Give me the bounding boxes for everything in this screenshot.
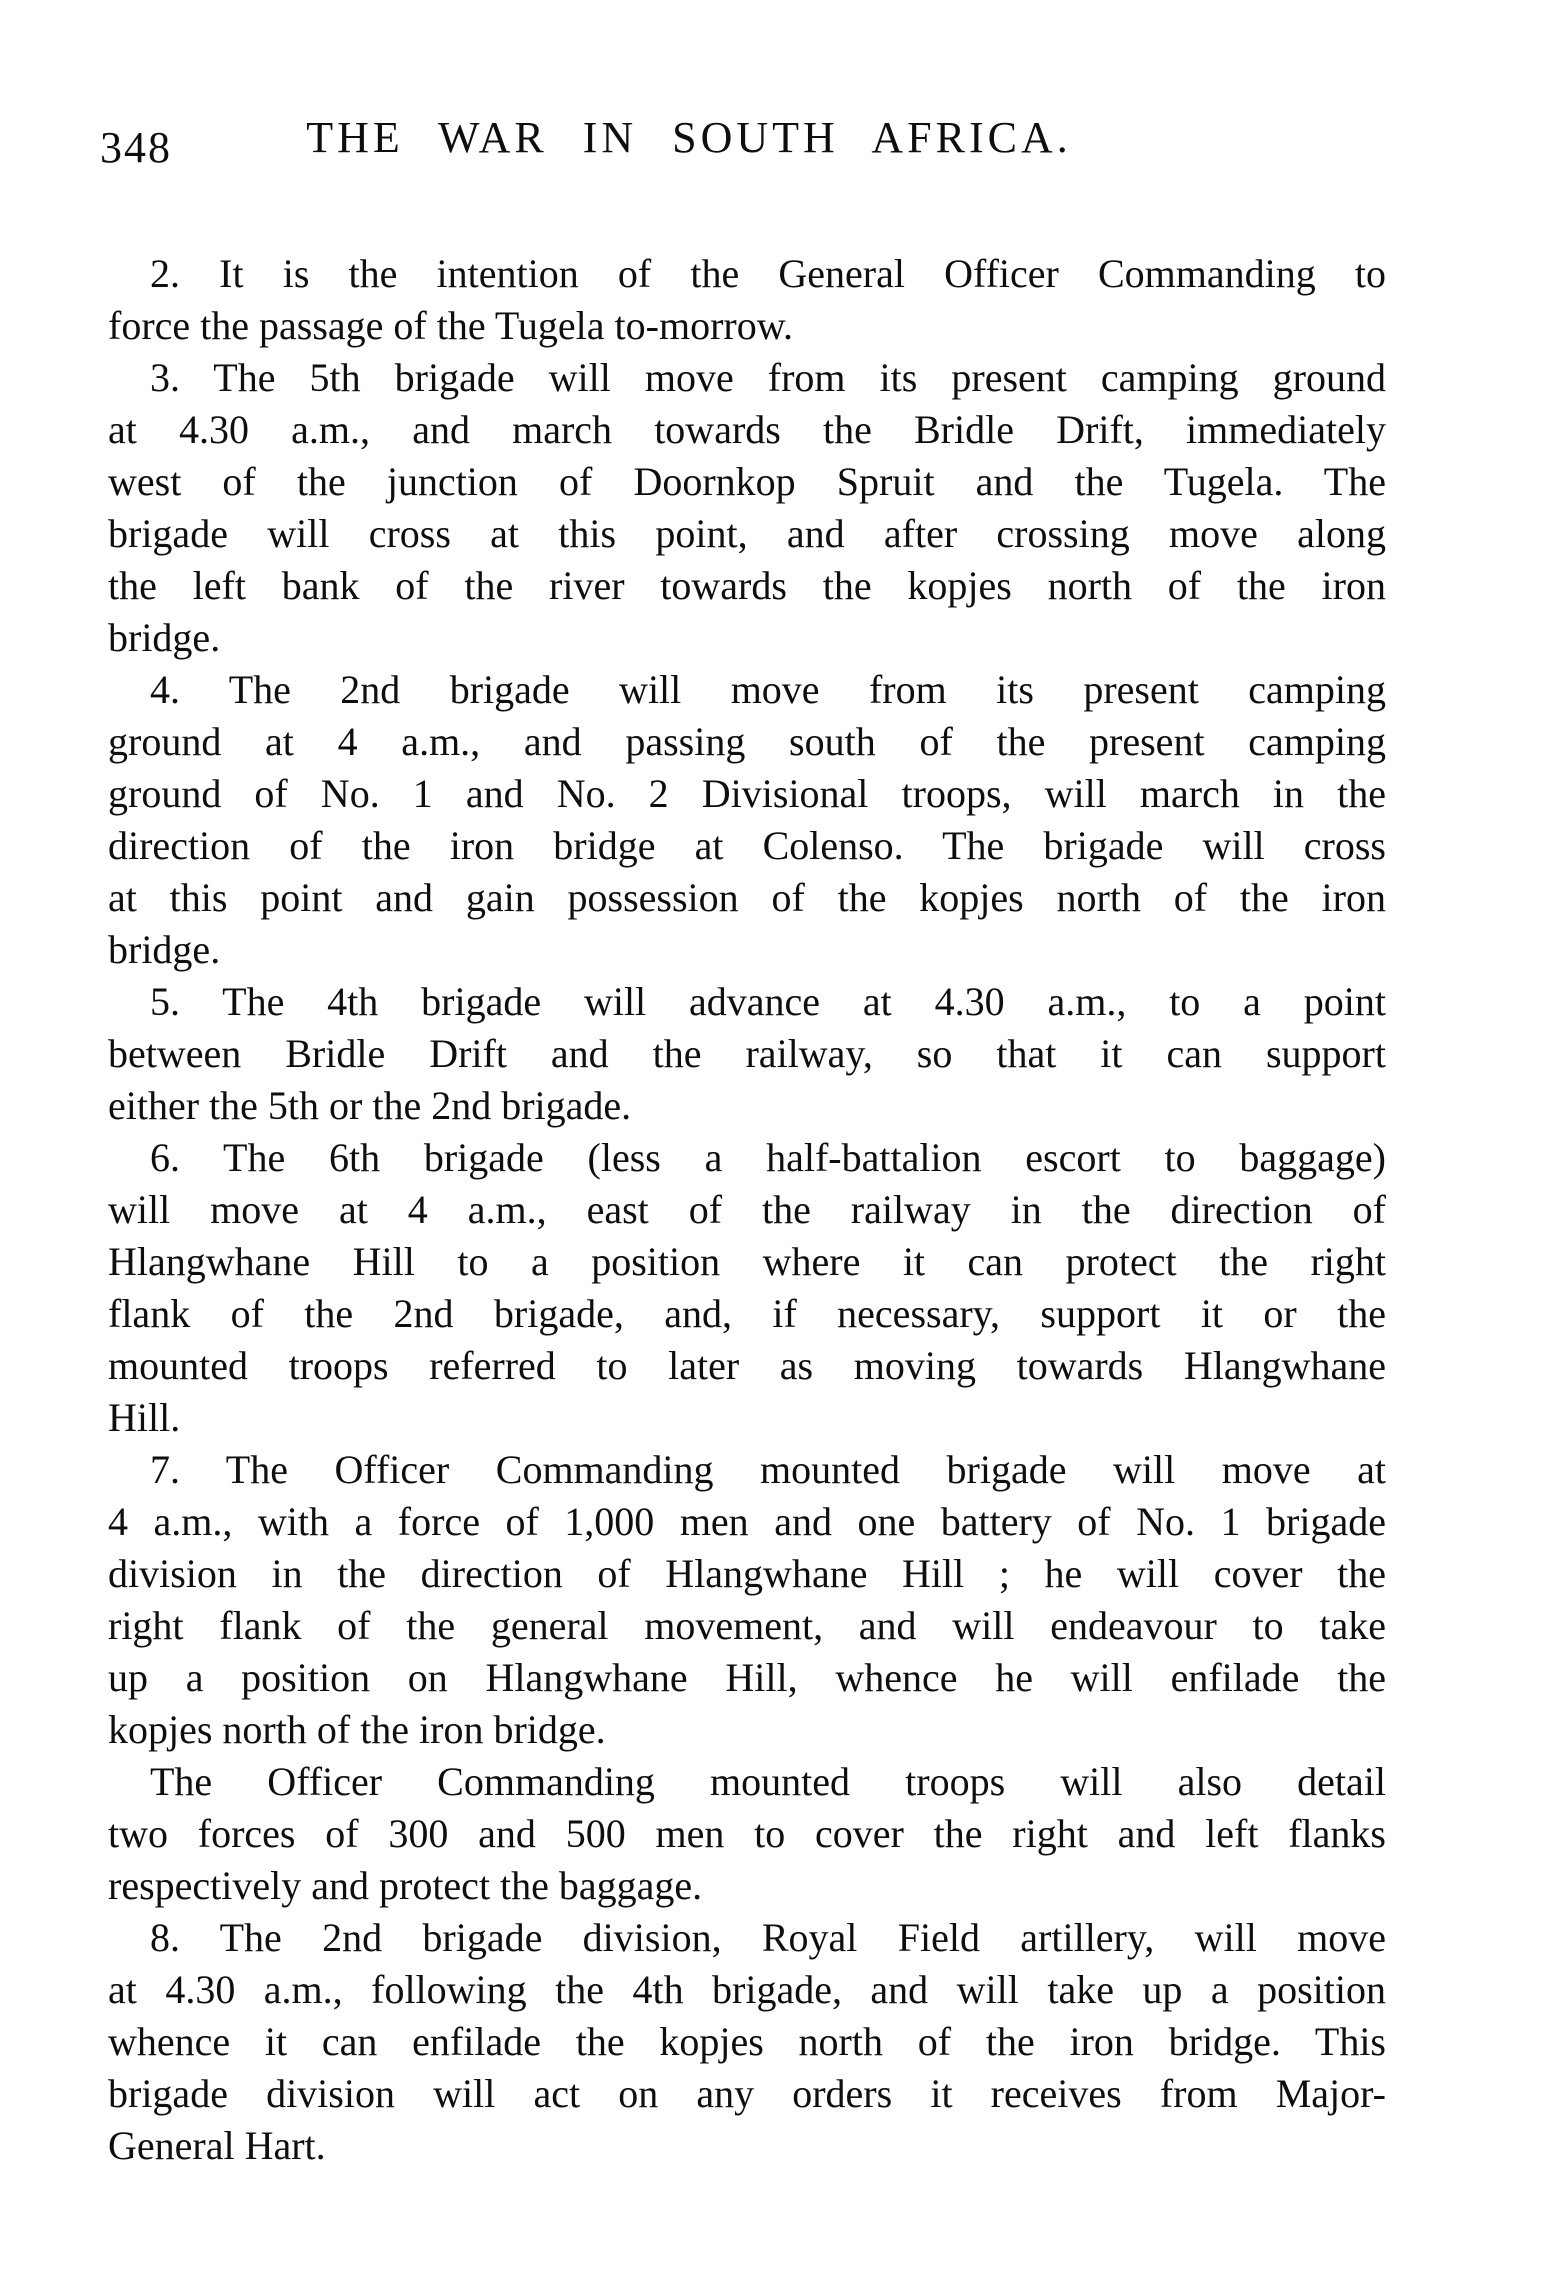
text-line: respectively and protect the baggage. — [108, 1863, 703, 1908]
text-line: at 4.30 a.m., following the 4th brigade, and will take up a position — [108, 1967, 1386, 2012]
text-line: brigade division will act on any orders it receives from Major- — [108, 2071, 1386, 2116]
paragraph — [108, 664, 1386, 976]
text-line: 8. The 2nd brigade division, Royal Field artillery, will move — [150, 1915, 1386, 1960]
text-line: at this point and gain possession of the kopjes north of the iron — [108, 875, 1386, 920]
text-line: brigade will cross at this point, and after crossing move along — [108, 511, 1386, 556]
text-line: 5. The 4th brigade will advance at 4.30 a.m., to a point — [150, 979, 1386, 1024]
text-line: will move at 4 a.m., east of the railway in the direction of — [108, 1187, 1386, 1232]
text-line: Hlangwhane Hill to a position where it can protect the right — [108, 1239, 1386, 1284]
paragraph — [108, 1132, 1386, 1444]
text-line: two forces of 300 and 500 men to cover the right and left flanks — [108, 1811, 1386, 1856]
text-line: mounted troops referred to later as moving towards Hlangwhane — [108, 1343, 1386, 1388]
paragraph — [108, 1444, 1386, 1756]
page-number: 348 — [100, 123, 172, 172]
text-line: bridge. — [108, 615, 221, 660]
text-line: kopjes north of the iron bridge. — [108, 1707, 606, 1752]
text-line: force the passage of the Tugela to-morrow. — [108, 303, 793, 348]
text-line: 3. The 5th brigade will move from its present camping ground — [150, 355, 1386, 400]
text-line: 4 a.m., with a force of 1,000 men and one battery of No. 1 brigade — [108, 1499, 1386, 1544]
text-line: whence it can enfilade the kopjes north of the iron bridge. This — [108, 2019, 1386, 2064]
text-line: the left bank of the river towards the kopjes north of the iron — [108, 563, 1386, 608]
text-line: division in the direction of Hlangwhane Hill ; he will cover the — [108, 1551, 1386, 1596]
text-line: west of the junction of Doornkop Spruit and the Tugela. The — [108, 459, 1386, 504]
text-line: ground of No. 1 and No. 2 Divisional troops, will march in the — [108, 771, 1386, 816]
paragraph — [108, 976, 1386, 1132]
text-line: 4. The 2nd brigade will move from its present camping — [150, 667, 1386, 712]
text-line: either the 5th or the 2nd brigade. — [108, 1083, 632, 1128]
text-line: right flank of the general movement, and will endeavour to take — [108, 1603, 1386, 1648]
text-line: 2. It is the intention of the General Officer Commanding to — [150, 251, 1386, 296]
text-line: at 4.30 a.m., and march towards the Bridle Drift, immediately — [108, 407, 1386, 452]
text-line: 6. The 6th brigade (less a half-battalion escort to baggage) — [150, 1135, 1386, 1180]
paragraph — [108, 1912, 1386, 2172]
text-line: direction of the iron bridge at Colenso. The brigade will cross — [108, 823, 1386, 868]
text-line: flank of the 2nd brigade, and, if necessary, support it or the — [108, 1291, 1386, 1336]
running-header — [100, 112, 1386, 174]
text-line: Hill. — [108, 1395, 181, 1440]
text-line: ground at 4 a.m., and passing south of the present camping — [108, 719, 1386, 764]
text-line: between Bridle Drift and the railway, so that it can support — [108, 1031, 1386, 1076]
page-title: THE WAR IN SOUTH AFRICA. — [306, 113, 1072, 162]
paragraph — [108, 1756, 1386, 1912]
text-line: The Officer Commanding mounted troops will also detail — [150, 1759, 1386, 1804]
paragraph — [108, 248, 1386, 352]
text-line: General Hart. — [108, 2123, 326, 2168]
text-line: up a position on Hlangwhane Hill, whence he will enfilade the — [108, 1655, 1386, 1700]
paragraph — [108, 352, 1386, 664]
page-body — [108, 248, 1386, 2172]
text-line: bridge. — [108, 927, 221, 972]
text-line: 7. The Officer Commanding mounted brigade will move at — [150, 1447, 1386, 1492]
